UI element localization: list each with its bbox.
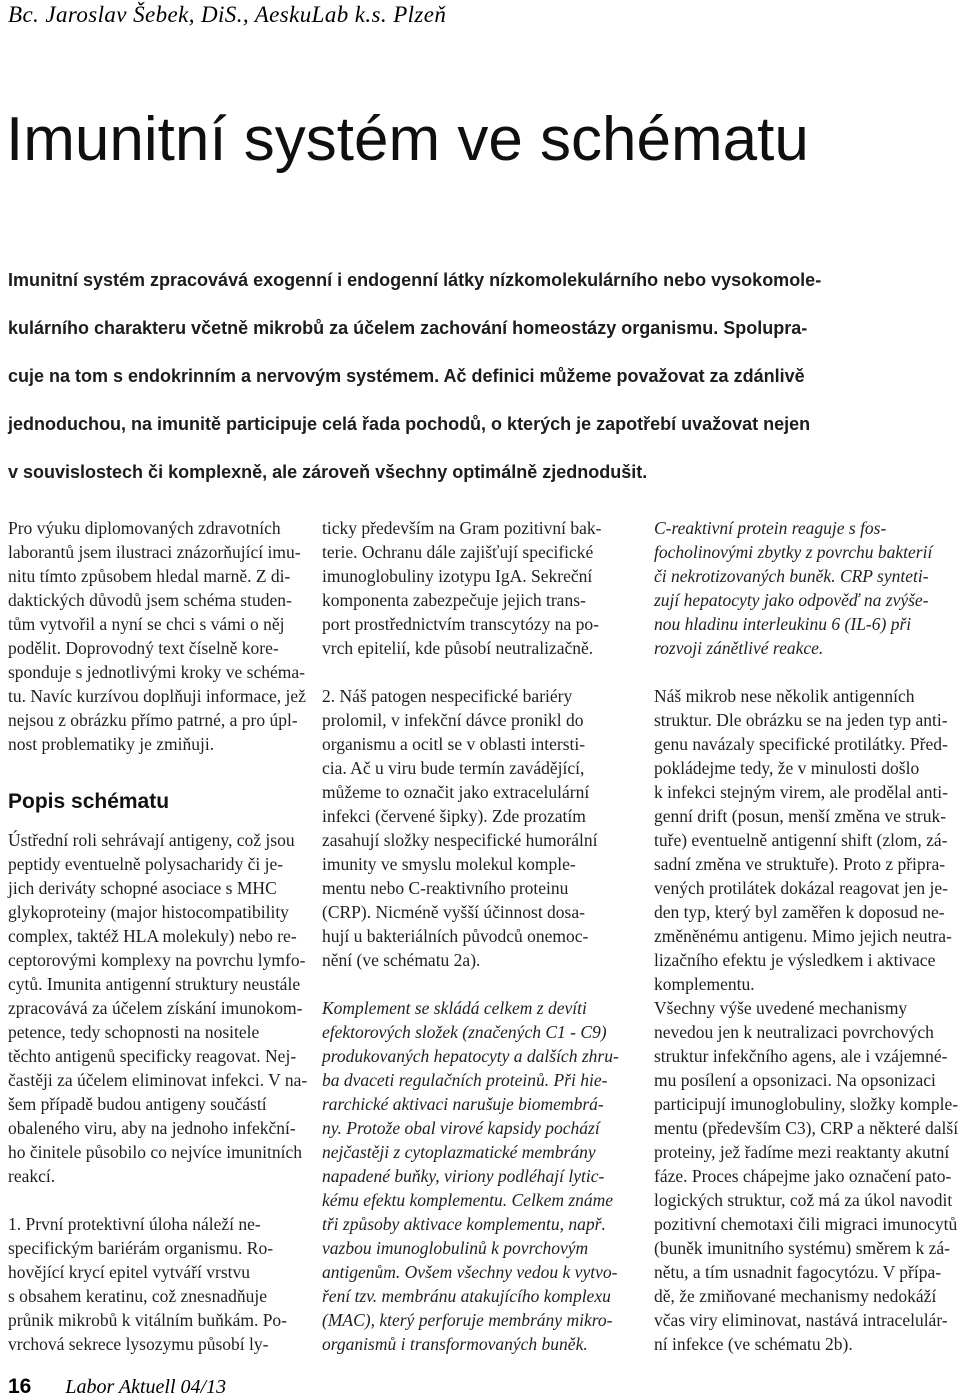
text-line: proteiny, jež řadíme mezi reaktanty akutní — [654, 1142, 950, 1162]
text-line: daktických důvodů jsem schéma studen- — [8, 590, 292, 610]
text-line: mentu nebo C-reaktivního proteinu — [322, 878, 569, 898]
paragraph-gap — [8, 1188, 308, 1212]
text-line: rozvoji zánětlivé reakce. — [654, 638, 824, 658]
text-line: nost problematiky je zmiňuji. — [8, 734, 215, 754]
text-line: imunity ve smyslu molekul komple- — [322, 854, 576, 874]
text-line: zpracovává za účelem získání imunokom- — [8, 998, 303, 1018]
step-1-paragraph — [8, 1212, 308, 1356]
intro-paragraph — [8, 516, 308, 756]
complement-italic-note — [322, 996, 632, 1356]
text-line: port prostřednictvím transcytózy na po- — [322, 614, 600, 634]
text-line: komponenta zabezpečuje jejich trans- — [322, 590, 586, 610]
text-line: (buněk imunitního systému) směrem k zá- — [654, 1238, 950, 1258]
text-line: Komplement se skládá celkem z devíti — [322, 998, 587, 1018]
text-line: pozitivní chemotaxi čili migraci imunocytů — [654, 1214, 958, 1234]
text-line: nejsou z obrázku přímo patrné, a pro úpl- — [8, 710, 298, 730]
text-line: struktur infekčního agens, ale i vzájemné- — [654, 1046, 948, 1066]
lead-line: kulárního charakteru včetně mikrobů za účelem zachování homeostázy organismu. Spolupra- — [8, 318, 808, 338]
text-line: vrch epitelií, kde působí neutralizačně. — [322, 638, 594, 658]
text-line: vrchová sekrece lysozymu působí ly- — [8, 1334, 269, 1354]
page-footer — [8, 1375, 226, 1399]
text-line: laborantů jsem ilustraci znázorňující imu- — [8, 542, 301, 562]
antibody-paragraph — [654, 684, 954, 996]
text-line: logických struktur, což má za úkol navodit — [654, 1190, 953, 1210]
text-line: kému efektu komplementu. Celkem známe — [322, 1190, 614, 1210]
text-line: jich deriváty schopné asociace s MHC — [8, 878, 277, 898]
text-line: podělit. Doprovodný text číselně kore- — [8, 638, 279, 658]
crp-italic-note — [654, 516, 954, 660]
text-line: genu navázaly specifické protilátky. Před- — [654, 734, 948, 754]
text-line: lizačního efektu je výsledkem i aktivace — [654, 950, 936, 970]
text-line: ticky především na Gram pozitivní bak- — [322, 518, 602, 538]
text-column-3 — [654, 516, 959, 1356]
text-line: šem případě budou antigeny součástí — [8, 1094, 267, 1114]
text-line: cytů. Imunita antigenní struktury neustále — [8, 974, 301, 994]
text-line: obaleného viru, aby na jednoho infekční- — [8, 1118, 296, 1138]
text-line: ceptorovými komplexy na povrchu lymfo- — [8, 950, 306, 970]
text-line: organismu a ocitl se v oblasti intersti- — [322, 734, 586, 754]
lead-line: jednoduchou, na imunitě participuje celá řada pochodů, o kterých je zapotřebí uvažovat nejen — [8, 414, 811, 434]
text-line: peptidy eventuelně polysacharidy či je- — [8, 854, 284, 874]
step-1-continuation — [322, 516, 632, 660]
text-line: cia. Ač u viru bude termín zavádějící, — [322, 758, 585, 778]
text-line: hují u bakteriálních původců onemoc- — [322, 926, 589, 946]
running-header-author: Bc. Jaroslav Šebek, DiS., AeskuLab k.s. Plzeň — [8, 2, 447, 27]
step-2-paragraph — [322, 684, 632, 972]
text-line: tři způsoby aktivace komplementu, např. — [322, 1214, 606, 1234]
text-line: den typ, který byl zaměřen k doposud ne- — [654, 902, 945, 922]
text-line: organismů i transformovaných buněk. — [322, 1334, 588, 1354]
text-line: focholinovými zbytky z povrchu bakterií — [654, 542, 933, 562]
lead-line: Imunitní systém zpracovává exogenní i endogenní látky nízkomolekulárního nebo vysokomole- — [8, 270, 822, 290]
lead-paragraph — [8, 256, 952, 496]
text-line: nejčastěji z cytoplazmatické membrány — [322, 1142, 596, 1162]
paragraph-gap — [322, 660, 632, 684]
text-line: specifickým bariérám organismu. Ro- — [8, 1238, 274, 1258]
text-line: Náš mikrob nese několik antigenních — [654, 686, 915, 706]
text-line: vazbou imunoglobulinů k povrchovým — [322, 1238, 589, 1258]
text-line: můžeme to označit jako extracelulární — [322, 782, 590, 802]
text-line: mu posílení a opsonizaci. Na opsonizaci — [654, 1070, 936, 1090]
text-line: zují hepatocyty jako odpověď na zvýše- — [654, 590, 929, 610]
text-line: nětu, a tím usnadnit fagocytózu. V přípa- — [654, 1262, 942, 1282]
text-line: dě, že zmiňované mechanismy nedokáží — [654, 1286, 937, 1306]
journal-name: Labor Aktuell 04/13 — [65, 1376, 227, 1398]
text-line: ní infekce (ve schématu 2b). — [654, 1334, 853, 1354]
text-line: struktur. Dle obrázku se na jeden typ anti- — [654, 710, 948, 730]
text-line: nitu tímto způsobem hledal marně. Z di- — [8, 566, 291, 586]
text-line: Pro výuku diplomovaných zdravotních — [8, 518, 281, 538]
text-line: imunoglobuliny izotypu IgA. Sekreční — [322, 566, 593, 586]
text-line: těchto antigenů specificky reagovat. Nej- — [8, 1046, 297, 1066]
lead-line: cuje na tom s endokrinním a nervovým systémem. Ač definici můžeme považovat za zdánlivě — [8, 366, 805, 386]
section-heading-popis-schematu: Popis schématu — [8, 790, 170, 813]
text-line: nevedou jen k neutralizaci povrchových — [654, 1022, 934, 1042]
text-line: napadené buňky, viriony podléhají lytic- — [322, 1166, 605, 1186]
text-line: rarchické aktivaci narušuje biomembrá- — [322, 1094, 604, 1114]
paragraph-gap — [654, 660, 954, 684]
text-line: glykoproteiny (major histocompatibility — [8, 902, 289, 922]
text-line: komplementu. — [654, 974, 755, 994]
text-line: 1. První protektivní úloha náleží ne- — [8, 1214, 261, 1234]
text-line: pokládejme tedy, že v minulosti došlo — [654, 758, 920, 778]
text-line: zasahují složky nespecifické humorální — [322, 830, 598, 850]
text-line: častěji za účelem eliminovat infekci. V na- — [8, 1070, 308, 1090]
text-line: 2. Náš patogen nespecifické bariéry — [322, 686, 573, 706]
text-line: fáze. Proces chápejme jako označení pato- — [654, 1166, 952, 1186]
text-line: (MAC), který perforuje membrány mikro- — [322, 1310, 613, 1330]
text-line: efektorových složek (značených C1 - C9) — [322, 1022, 607, 1042]
opsonization-paragraph — [654, 996, 959, 1356]
text-line: ho činitele působilo co nejvíce imunitních — [8, 1142, 303, 1162]
text-line: změněnému antigenu. Mimo jejich neutra- — [654, 926, 952, 946]
paragraph-gap — [322, 972, 632, 996]
text-line: Všechny výše uvedené mechanismy — [654, 998, 908, 1018]
text-line: mentu (především C3), CRP a některé další — [654, 1118, 959, 1138]
text-line: tu. Navíc kurzívou doplňuji informace, jež — [8, 686, 306, 706]
text-line: sadní změna ve struktuře). Proto z připra- — [654, 854, 946, 874]
text-line: terie. Ochranu dále zajišťují specifické — [322, 542, 594, 562]
text-line: genní drift (posun, menší změna ve struk- — [654, 806, 947, 826]
text-line: s obsahem keratinu, což znesnadňuje — [8, 1286, 268, 1306]
text-line: Ústřední roli sehrávají antigeny, což jsou — [8, 830, 295, 850]
text-line: včas viry eliminovat, nastává intracelulár- — [654, 1310, 948, 1330]
text-line: petence, tedy schopnosti na nositele — [8, 1022, 260, 1042]
text-line: či nekrotizovaných buněk. CRP synteti- — [654, 566, 929, 586]
text-line: antigenům. Ovšem všechny vedou k vytvo- — [322, 1262, 618, 1282]
text-line: sponduje s jednotlivými kroky ve schéma- — [8, 662, 305, 682]
text-line: tům vytvořil a nyní se chci s vámi o něj — [8, 614, 285, 634]
lead-line: v souvislostech či komplexně, ale zároveň všechny optimálně zjednodušit. — [8, 462, 648, 482]
text-line: ření tzv. membránu atakujícího komplexu — [322, 1286, 611, 1306]
text-line: reakcí. — [8, 1166, 56, 1186]
text-line: ba dvaceti regulačních proteinů. Při hie- — [322, 1070, 608, 1090]
text-line: průnik mikrobů k vitálním buňkám. Po- — [8, 1310, 288, 1330]
text-line: nou hladinu interleukinu 6 (IL-6) při — [654, 614, 912, 634]
antigen-paragraph — [8, 828, 308, 1188]
text-line: C-reaktivní protein reaguje s fos- — [654, 518, 887, 538]
text-column-2 — [322, 516, 632, 1356]
page-number: 16 — [8, 1375, 32, 1398]
article-title: Imunitní systém ve schématu — [6, 105, 809, 174]
text-column-1 — [8, 516, 308, 1356]
text-line: tuře) eventuelně antigenní shift (zlom, zá- — [654, 830, 948, 850]
text-line: vených protilátek dokázal reagovat jen je- — [654, 878, 948, 898]
text-line: k infekci stejným virem, ale prodělal anti- — [654, 782, 948, 802]
text-line: infekci (červené šipky). Zde prozatím — [322, 806, 586, 826]
text-line: complex, taktéž HLA molekuly) nebo re- — [8, 926, 297, 946]
text-line: prolomil, v infekční dávce pronikl do — [322, 710, 584, 730]
paragraph-gap — [8, 756, 308, 780]
text-line: hovějící krycí epitel vytváří vrstvu — [8, 1262, 251, 1282]
text-line: nění (ve schématu 2a). — [322, 950, 481, 970]
text-line: (CRP). Nicméně vyšší účinnost dosa- — [322, 902, 585, 922]
text-line: participují imunoglobuliny, složky komple- — [654, 1094, 959, 1114]
text-line: produkovaných hepatocyty a dalších zhru- — [322, 1046, 619, 1066]
text-line: ny. Protože obal virové kapsidy pochází — [322, 1118, 600, 1138]
